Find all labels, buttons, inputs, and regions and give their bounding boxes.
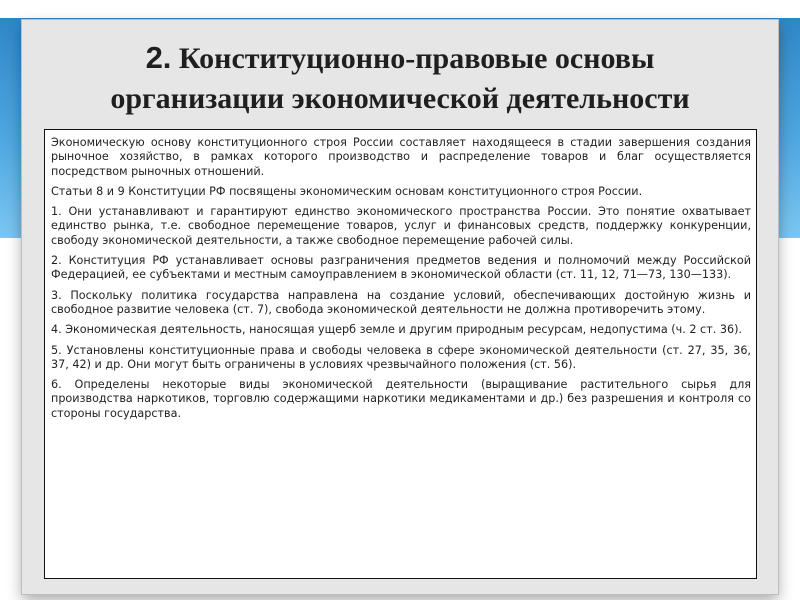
paragraph-item-6: 6. Определены некоторые виды экономической деятельности (выращивание растительного сырья для производства наркотиков, торговлю содержащими наркотики медикаментами и др.) без разрешения и контроля со стороны государства. — [51, 378, 751, 420]
title-line-2: организации экономической деятельности — [110, 82, 690, 115]
paragraph-articles: Статьи 8 и 9 Конституции РФ посвящены экономическим основам конституционного строя России. — [51, 184, 643, 198]
paragraph-item-2: 2. Конституция РФ устанавливает основы разграничения предметов ведения и полномочий между Российской Федерацией, ее субъектами и местным самоуправлением в экономической области (ст. 11, 12, 71—73, 130—133). — [51, 254, 751, 282]
content-textbox — [44, 129, 757, 579]
title-number: 2. — [145, 40, 172, 75]
paragraph-item-1: 1. Они устанавливают и гарантируют единство экономического пространства России. Это понятие охватывает единство рынка, т.е. свободное перемещение товаров, услуг и финансовых средств, поддержку конкуренции, свободу экономической деятельности, а также свободное перемещение рабочей силы. — [51, 205, 751, 247]
slide-title — [22, 38, 778, 119]
paragraph-item-5: 5. Установлены конституционные права и свободы человека в сфере экономической деятельности (ст. 27, 35, 36, 37, 42) и др. Они могут быть ограничены в условиях чрезвычайного положения (ст. 56). — [51, 343, 751, 371]
paragraph-intro: Экономическую основу конституционного строя России составляет находящееся в стадии завершения создания рыночное хозяйство, в рамках которого производство и распределение товаров и благ осуществляется посредством рыночных отношений. — [51, 136, 751, 178]
paragraph-item-3: 3. Поскольку политика государства направлена на создание условий, обеспечивающих достойную жизнь и свободное развитие человека (ст. 7), свобода экономической деятельности не должна противоречить этому. — [51, 288, 751, 316]
paragraph-item-4: 4. Экономическая деятельность, наносящая ущерб земле и другим природным ресурсам, недопустима (ч. 2 ст. 36). — [51, 323, 742, 337]
title-line-1: Конституционно-правовые основы — [178, 42, 655, 75]
